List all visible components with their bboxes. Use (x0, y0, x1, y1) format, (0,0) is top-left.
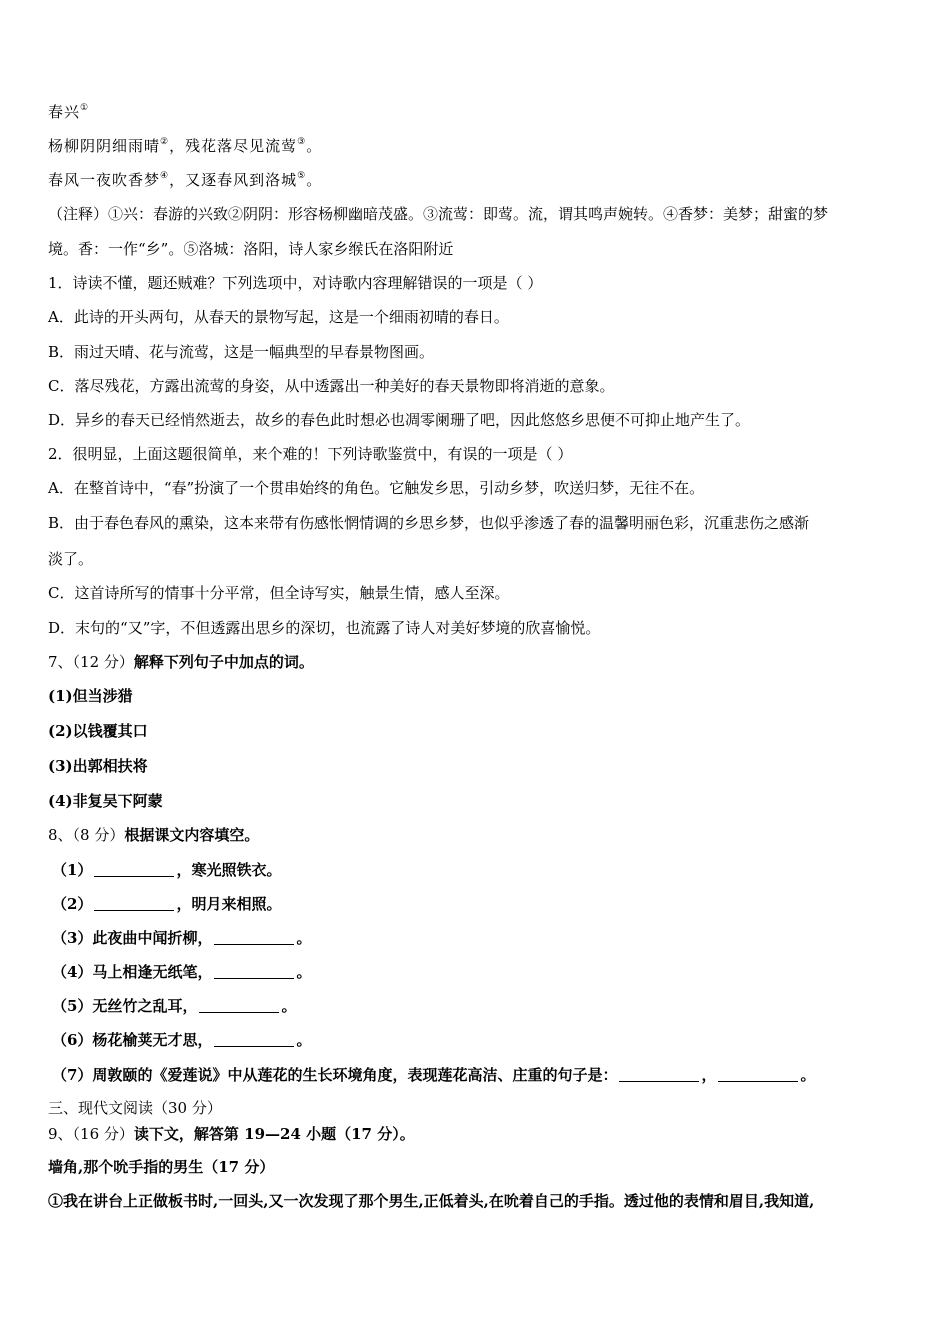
q8-heading: 8、（8 分）根据课文内容填空。 (48, 826, 260, 844)
q7-item-3: (3)出郭相扶将 (48, 757, 148, 775)
poem-notes-line-1: （注释）①兴：春游的兴致②阴阴：形容杨柳幽暗茂盛。③流莺：即莺。流，谓其鸣声婉转。④香梦：美梦；甜蜜的梦 (48, 205, 829, 223)
poem-line-1: 杨柳阴阴细雨晴②，残花落尽见流莺③。 (48, 137, 323, 155)
q2-option-b-line-1: B．由于春色春风的熏染，这本来带有伤感怅惘情调的乡思乡梦，也似乎渗透了春的温馨明丽色彩，沉重悲伤之感渐 (48, 514, 810, 532)
q8-item-2: （2） ，明月来相照。 (52, 895, 282, 913)
q2-option-a: A．在整首诗中，“春”扮演了一个贯串始终的角色。它触发乡思，引动乡梦，吹送归梦，无往不在。 (48, 479, 705, 497)
q2-option-b-line-2: 淡了。 (48, 550, 94, 568)
q9-heading: 9、（16 分）读下文，解答第 19—24 小题（17 分）。 (48, 1125, 415, 1143)
q8-item-4: （4）马上相逢无纸笔， 。 (52, 963, 312, 981)
article-paragraph-1: ①我在讲台上正做板书时,一回头,又一次发现了那个男生,正低着头,在吮着自己的手指。透过他的表情和眉目,我知道, (48, 1192, 815, 1210)
answer-blank[interactable] (199, 998, 279, 1013)
poem-line-2: 春风一夜吹香梦④，又逐春风到洛城⑤。 (48, 171, 323, 189)
article-title: 墙角,那个吮手指的男生（17 分） (48, 1158, 275, 1176)
q1-option-c: C．落尽残花，方露出流莺的身姿，从中透露出一种美好的春天景物即将消逝的意象。 (48, 377, 615, 395)
q1-option-a: A．此诗的开头两句，从春天的景物写起，这是一个细雨初晴的春日。 (48, 308, 509, 326)
section-3-heading: 三、现代文阅读（30 分） (48, 1099, 222, 1117)
answer-blank[interactable] (94, 896, 174, 911)
poem-title: 春兴① (48, 103, 90, 121)
poem-notes-line-2: 境。香：一作“乡”。⑤洛城：洛阳，诗人家乡缑氏在洛阳附近 (48, 240, 454, 258)
q1-stem: 1．诗读不懂，题还贼难？下列选项中，对诗歌内容理解错误的一项是（ ） (48, 274, 543, 292)
q8-item-7: （7）周敦颐的《爱莲说》中从莲花的生长环境角度，表现莲花高洁、庄重的句子是： ， 。 (52, 1066, 816, 1084)
q1-option-d: D．异乡的春天已经悄然逝去，故乡的春色此时想必也凋零阑珊了吧，因此悠悠乡思便不可抑止地产生了。 (48, 411, 751, 429)
answer-blank[interactable] (214, 930, 294, 945)
q7-item-4: (4)非复吴下阿蒙 (48, 792, 163, 810)
q7-heading: 7、（12 分）解释下列句子中加点的词。 (48, 653, 314, 671)
answer-blank[interactable] (718, 1067, 798, 1082)
q8-item-3: （3）此夜曲中闻折柳， 。 (52, 929, 312, 947)
q8-item-6: （6）杨花榆荚无才思， 。 (52, 1031, 312, 1049)
q7-item-2: (2)以钱覆其口 (48, 722, 148, 740)
q2-option-d: D．末句的“又”字，不但透露出思乡的深切，也流露了诗人对美好梦境的欣喜愉悦。 (48, 619, 601, 637)
q2-stem: 2．很明显，上面这题很简单，来个难的！下列诗歌鉴赏中，有误的一项是（ ） (48, 445, 573, 463)
answer-blank[interactable] (214, 1032, 294, 1047)
q1-option-b: B．雨过天晴、花与流莺，这是一幅典型的早春景物图画。 (48, 343, 435, 361)
q2-option-c: C．这首诗所写的情事十分平常，但全诗写实，触景生情，感人至深。 (48, 584, 510, 602)
answer-blank[interactable] (619, 1067, 699, 1082)
answer-blank[interactable] (94, 862, 174, 877)
q8-item-1: （1） ，寒光照铁衣。 (52, 861, 282, 879)
q7-item-1: (1)但当涉猎 (48, 687, 133, 705)
answer-blank[interactable] (214, 964, 294, 979)
q8-item-5: （5）无丝竹之乱耳， 。 (52, 997, 297, 1015)
